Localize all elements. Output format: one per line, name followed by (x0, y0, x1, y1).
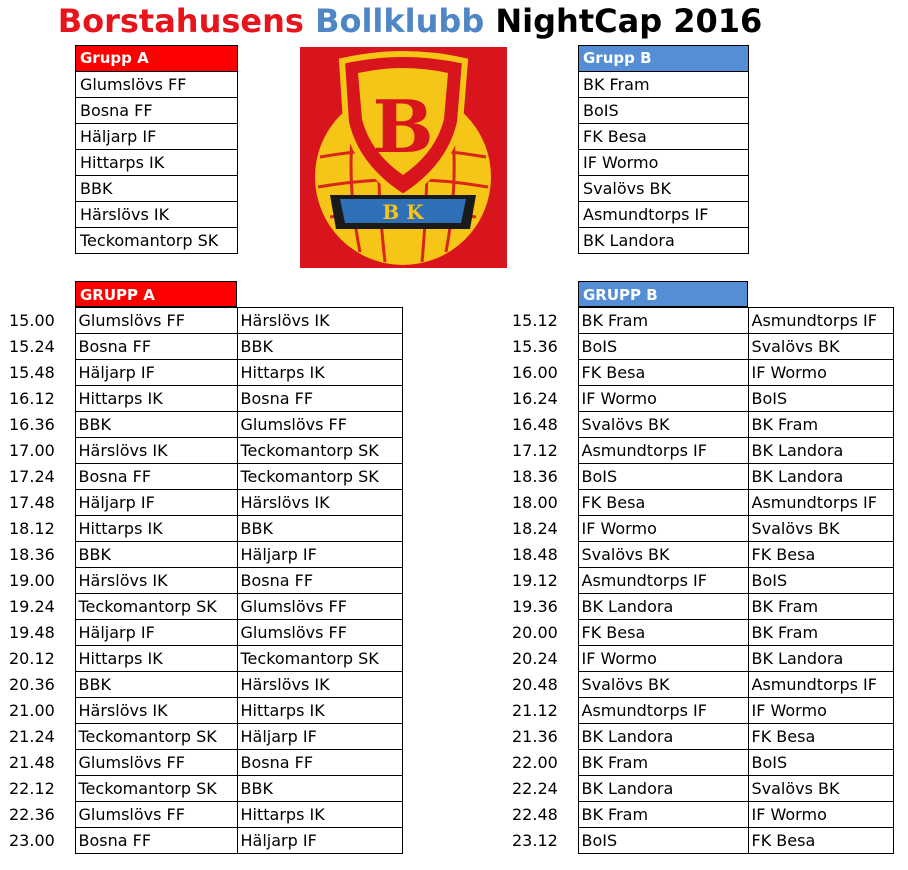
match-time: 18.00 (512, 493, 558, 512)
match-row (0, 412, 402, 438)
group-a-team: Hittarps IK (76, 150, 238, 176)
match-time: 15.12 (512, 311, 558, 330)
away-team: Bosna FF (237, 386, 402, 412)
title-part-1: Borstahusens (57, 2, 304, 40)
home-team: FK Besa (578, 620, 748, 646)
match-row (0, 386, 402, 412)
home-team: Bosna FF (75, 464, 237, 490)
match-row (503, 386, 893, 412)
match-row (0, 334, 402, 360)
home-team: Härslövs IK (75, 568, 237, 594)
home-team: Häljarp IF (75, 620, 237, 646)
match-time: 20.00 (512, 623, 558, 642)
home-team: Glumslövs FF (75, 802, 237, 828)
match-time: 16.24 (512, 389, 558, 408)
match-time: 17.00 (9, 441, 55, 460)
away-team: IF Wormo (748, 360, 893, 386)
home-team: Glumslövs FF (75, 750, 237, 776)
away-team: Teckomantorp SK (237, 646, 402, 672)
match-time: 23.12 (512, 831, 558, 850)
home-team: BoIS (578, 828, 748, 854)
away-team: BK Fram (748, 620, 893, 646)
away-team: BBK (237, 516, 402, 542)
match-row (503, 776, 893, 802)
group-a-list (75, 45, 238, 254)
match-time: 20.24 (512, 649, 558, 668)
match-time: 15.48 (9, 363, 55, 382)
group-a-header: Grupp A (76, 46, 238, 72)
away-team: Häljarp IF (237, 828, 402, 854)
match-time: 15.00 (9, 311, 55, 330)
title-part-3: NightCap 2016 (495, 2, 763, 40)
away-team: BoIS (748, 568, 893, 594)
match-time: 20.48 (512, 675, 558, 694)
match-time: 18.36 (9, 545, 55, 564)
group-a-team: Härslövs IK (76, 202, 238, 228)
match-row (0, 542, 402, 568)
home-team: BoIS (578, 334, 748, 360)
home-team: Glumslövs FF (75, 308, 237, 334)
match-time: 22.36 (9, 805, 55, 824)
title-part-2: Bollklubb (315, 2, 485, 40)
away-team: BoIS (748, 386, 893, 412)
group-a-team: Glumslövs FF (76, 72, 238, 98)
club-logo (300, 47, 507, 268)
group-b-team: FK Besa (579, 124, 749, 150)
away-team: BBK (237, 776, 402, 802)
match-row (503, 334, 893, 360)
away-team: Bosna FF (237, 750, 402, 776)
away-team: BK Fram (748, 412, 893, 438)
match-row (503, 360, 893, 386)
home-team: BK Landora (578, 776, 748, 802)
home-team: Hittarps IK (75, 386, 237, 412)
match-row (503, 542, 893, 568)
home-team: BBK (75, 412, 237, 438)
away-team: Hittarps IK (237, 360, 402, 386)
home-team: Svalövs BK (578, 542, 748, 568)
home-team: Svalövs BK (578, 412, 748, 438)
match-time: 21.36 (512, 727, 558, 746)
match-row (503, 516, 893, 542)
home-team: Bosna FF (75, 828, 237, 854)
match-row (0, 672, 402, 698)
away-team: BK Landora (748, 646, 893, 672)
match-time: 16.36 (9, 415, 55, 434)
match-row (503, 568, 893, 594)
away-team: IF Wormo (748, 698, 893, 724)
match-row (0, 750, 402, 776)
match-time: 20.36 (9, 675, 55, 694)
match-time: 21.48 (9, 753, 55, 772)
match-time: 18.24 (512, 519, 558, 538)
group-b-team: Svalövs BK (579, 176, 749, 202)
away-team: Teckomantorp SK (237, 464, 402, 490)
away-team: BoIS (748, 750, 893, 776)
home-team: Svalövs BK (578, 672, 748, 698)
home-team: Asmundtorps IF (578, 438, 748, 464)
away-team: Glumslövs FF (237, 412, 402, 438)
away-team: BBK (237, 334, 402, 360)
match-row (0, 620, 402, 646)
away-team: Asmundtorps IF (748, 672, 893, 698)
away-team: FK Besa (748, 542, 893, 568)
away-team: Härslövs IK (237, 490, 402, 516)
home-team: BoIS (578, 464, 748, 490)
match-time: 19.00 (9, 571, 55, 590)
group-a-team: Häljarp IF (76, 124, 238, 150)
home-team: Teckomantorp SK (75, 724, 237, 750)
match-row (503, 464, 893, 490)
group-b-team: BK Fram (579, 72, 749, 98)
match-row (0, 724, 402, 750)
home-team: Teckomantorp SK (75, 594, 237, 620)
match-time: 22.12 (9, 779, 55, 798)
home-team: BBK (75, 672, 237, 698)
group-a-team: BBK (76, 176, 238, 202)
schedule-b-table (503, 307, 894, 854)
match-time: 19.24 (9, 597, 55, 616)
away-team: Härslövs IK (237, 308, 402, 334)
match-time: 21.12 (512, 701, 558, 720)
match-row (0, 516, 402, 542)
group-b-header: Grupp B (579, 46, 749, 72)
home-team: Härslövs IK (75, 438, 237, 464)
group-b-team: BK Landora (579, 228, 749, 254)
match-row (503, 698, 893, 724)
group-a-team: Teckomantorp SK (76, 228, 238, 254)
home-team: BK Fram (578, 750, 748, 776)
match-row (0, 698, 402, 724)
schedule-a-table (0, 307, 403, 854)
away-team: BK Landora (748, 464, 893, 490)
away-team: IF Wormo (748, 802, 893, 828)
away-team: Teckomantorp SK (237, 438, 402, 464)
away-team: Glumslövs FF (237, 620, 402, 646)
match-time: 15.36 (512, 337, 558, 356)
away-team: Häljarp IF (237, 724, 402, 750)
match-time: 21.00 (9, 701, 55, 720)
match-row (503, 490, 893, 516)
match-time: 19.36 (512, 597, 558, 616)
home-team: IF Wormo (578, 516, 748, 542)
match-row (0, 308, 402, 334)
match-time: 23.00 (9, 831, 55, 850)
match-row (0, 568, 402, 594)
logo-band-text: B K (382, 200, 424, 224)
match-row (503, 646, 893, 672)
group-b-team: IF Wormo (579, 150, 749, 176)
match-row (503, 750, 893, 776)
match-time: 16.12 (9, 389, 55, 408)
away-team: BK Fram (748, 594, 893, 620)
match-time: 21.24 (9, 727, 55, 746)
match-row (0, 776, 402, 802)
group-a-team: Bosna FF (76, 98, 238, 124)
match-time: 18.36 (512, 467, 558, 486)
match-row (503, 672, 893, 698)
away-team: Hittarps IK (237, 802, 402, 828)
match-row (0, 828, 402, 854)
logo-letter: B (372, 84, 434, 169)
match-time: 22.48 (512, 805, 558, 824)
home-team: BK Landora (578, 594, 748, 620)
match-row (503, 594, 893, 620)
match-row (0, 802, 402, 828)
away-team: Asmundtorps IF (748, 308, 893, 334)
home-team: Teckomantorp SK (75, 776, 237, 802)
match-time: 16.00 (512, 363, 558, 382)
away-team: Glumslövs FF (237, 594, 402, 620)
schedule-b-header: GRUPP B (578, 281, 748, 307)
match-row (0, 360, 402, 386)
match-time: 18.12 (9, 519, 55, 538)
home-team: BBK (75, 542, 237, 568)
away-team: Bosna FF (237, 568, 402, 594)
group-b-list (578, 45, 749, 254)
match-row (503, 412, 893, 438)
match-row (503, 802, 893, 828)
home-team: Häljarp IF (75, 490, 237, 516)
schedule-a-header: GRUPP A (75, 281, 237, 307)
match-time: 19.48 (9, 623, 55, 642)
match-time: 18.48 (512, 545, 558, 564)
match-row (503, 620, 893, 646)
away-team: FK Besa (748, 724, 893, 750)
home-team: FK Besa (578, 490, 748, 516)
match-time: 17.12 (512, 441, 558, 460)
away-team: Svalövs BK (748, 516, 893, 542)
match-row (0, 464, 402, 490)
club-crest-icon (300, 47, 507, 268)
group-b-team: BoIS (579, 98, 749, 124)
match-time: 16.48 (512, 415, 558, 434)
home-team: BK Landora (578, 724, 748, 750)
away-team: Svalövs BK (748, 776, 893, 802)
away-team: Härslövs IK (237, 672, 402, 698)
match-row (503, 724, 893, 750)
home-team: Häljarp IF (75, 360, 237, 386)
match-time: 19.12 (512, 571, 558, 590)
match-time: 17.24 (9, 467, 55, 486)
away-team: Hittarps IK (237, 698, 402, 724)
away-team: Svalövs BK (748, 334, 893, 360)
match-row (503, 308, 893, 334)
home-team: Asmundtorps IF (578, 698, 748, 724)
page-title (0, 0, 820, 42)
home-team: Härslövs IK (75, 698, 237, 724)
home-team: Asmundtorps IF (578, 568, 748, 594)
home-team: Bosna FF (75, 334, 237, 360)
match-time: 17.48 (9, 493, 55, 512)
home-team: IF Wormo (578, 386, 748, 412)
match-row (0, 490, 402, 516)
home-team: IF Wormo (578, 646, 748, 672)
match-row (503, 438, 893, 464)
home-team: Hittarps IK (75, 646, 237, 672)
away-team: Häljarp IF (237, 542, 402, 568)
away-team: BK Landora (748, 438, 893, 464)
away-team: FK Besa (748, 828, 893, 854)
away-team: Asmundtorps IF (748, 490, 893, 516)
match-row (0, 594, 402, 620)
match-time: 20.12 (9, 649, 55, 668)
match-time: 22.00 (512, 753, 558, 772)
home-team: BK Fram (578, 802, 748, 828)
match-row (503, 828, 893, 854)
match-row (0, 438, 402, 464)
match-time: 15.24 (9, 337, 55, 356)
match-row (0, 646, 402, 672)
home-team: BK Fram (578, 308, 748, 334)
home-team: Hittarps IK (75, 516, 237, 542)
match-time: 22.24 (512, 779, 558, 798)
home-team: FK Besa (578, 360, 748, 386)
group-b-team: Asmundtorps IF (579, 202, 749, 228)
